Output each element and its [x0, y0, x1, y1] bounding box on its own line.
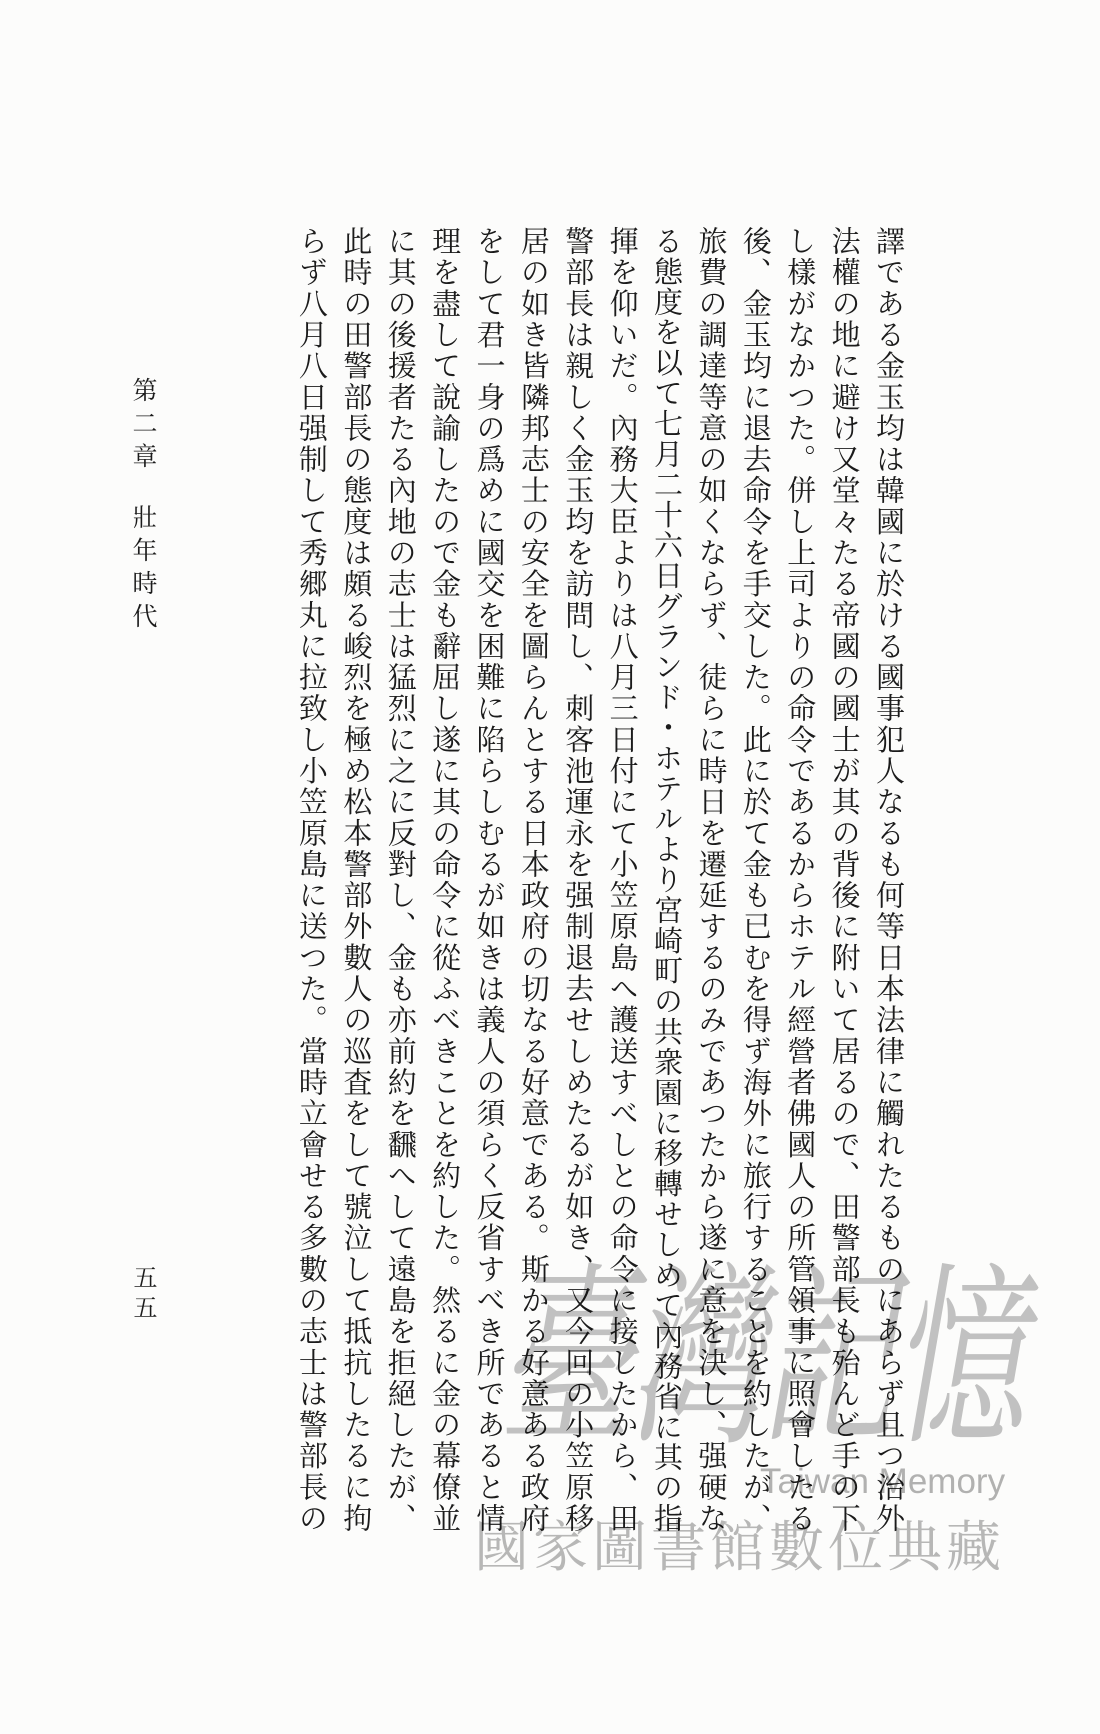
text-column: 後、金玉均に退去命令を手交した。此に於て金も已むを得ず海外に旅行することを約したが、	[738, 226, 773, 1532]
watermark-english: Taiwan Memory	[760, 1462, 1006, 1501]
text-column: る態度を以て七月二十六日グランド・ホテルより宮崎町の共衆園に移轉せしめて內務省に其の指	[650, 226, 685, 1532]
running-head-title: 壯年時代	[129, 504, 158, 636]
running-head-chapter: 第二章	[129, 377, 158, 476]
watermark-institution: 國家圖書館數位典藏	[474, 1515, 1006, 1579]
text-column: 譯である金玉均は韓國に於ける國事犯人なるも何等日本法律に觸れたるものにあらず且つ治外	[872, 226, 906, 1532]
text-column: 居の如き皆隣邦志士の安全を圖らんとする日本政府の切なる好意である。斯かる好意ある政府	[516, 226, 551, 1532]
text-column: をして君一身の爲めに國交を困難に陷らしむるが如きは義人の須らく反省すべき所であると情	[472, 226, 507, 1532]
text-column: 此時の田警部長の態度は頗る峻烈を極め松本警部外數人の巡査をして號泣して抵抗したるに拘	[339, 226, 374, 1532]
text-column: 揮を仰いだ。內務大臣よりは八月三日付にて小笠原島へ護送すべしとの命令に接したから、田	[605, 226, 640, 1532]
text-column: 警部長は親しく金玉均を訪問し、刺客池運永を强制退去せしめたるが如き、又今回の小笠原移	[561, 226, 596, 1532]
page-number: 五五	[129, 1265, 157, 1325]
watermark-logo: 臺灣記憶	[498, 1246, 1023, 1473]
text-column: 法權の地に避け又堂々たる帝國の國士が其の背後に附いて居るので、田警部長も殆んど手の下	[827, 226, 862, 1532]
text-column: 理を盡して說諭したので金も辭屈し遂に其の命令に從ふべきことを約した。然るに金の幕僚並	[428, 226, 463, 1532]
text-column: し樣がなかつた。併し上司よりの命令であるからホテル經營者佛國人の所管領事に照會したる	[783, 226, 818, 1532]
text-column: に其の後援者たる內地の志士は猛烈に之に反對し、金も亦前約を飜へして遠島を拒絕したが、	[383, 226, 418, 1532]
text-column: らず八月八日强制して秀郷丸に拉致し小笠原島に送つた。當時立會せる多數の志士は警部長の	[294, 226, 329, 1532]
text-column: 旅費の調達等意の如くならず、徒らに時日を遷延するのみであつたから遂に意を決し、强硬な	[694, 226, 729, 1532]
